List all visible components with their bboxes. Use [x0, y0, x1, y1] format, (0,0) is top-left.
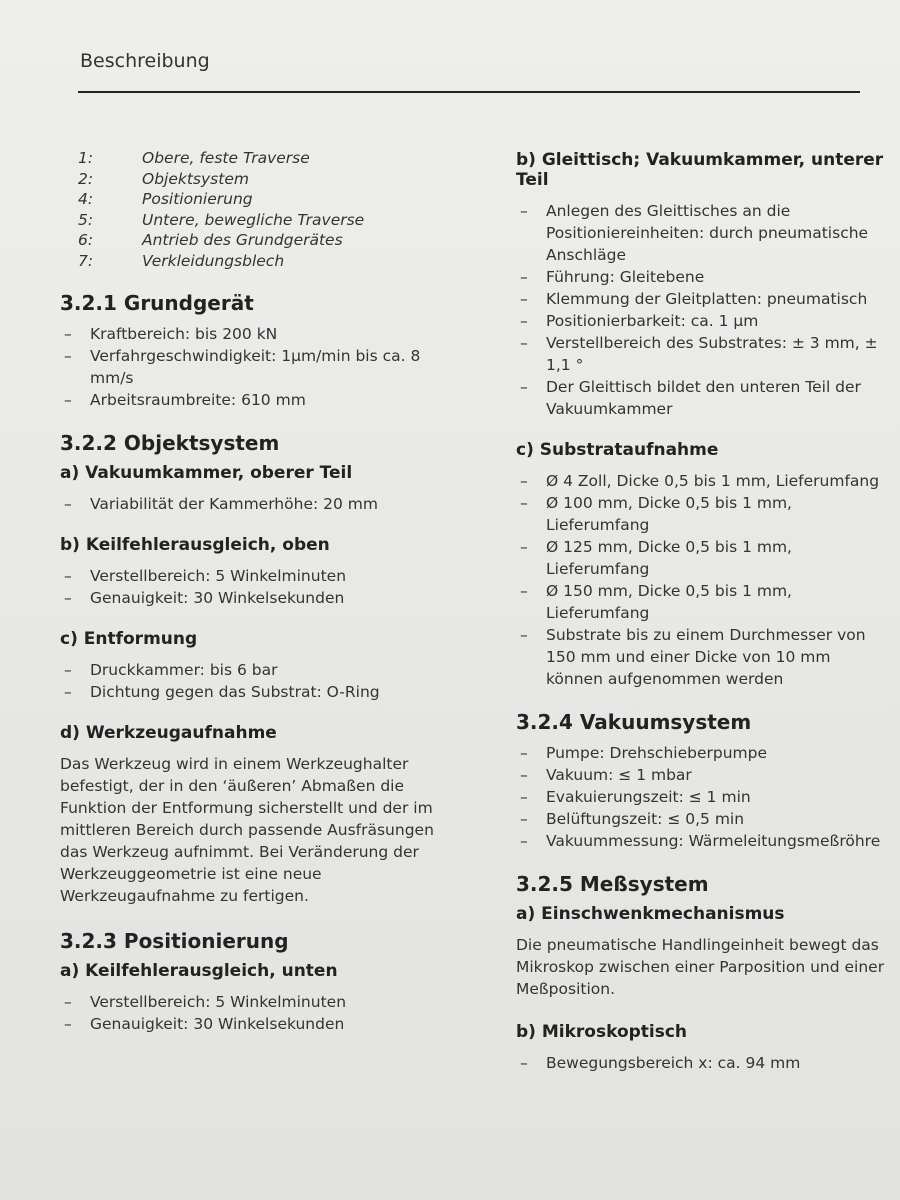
- legend-item: 2: Objektsystem: [78, 169, 249, 188]
- list-item: – Ø 125 mm, Dicke 0,5 bis 1 mm, Lieferumfang: [516, 536, 886, 580]
- list-item: – Positionierbarkeit: ca. 1 µm: [516, 310, 886, 332]
- legend-item: 1: Obere, feste Traverse: [78, 149, 310, 167]
- list-item: – Genauigkeit: 30 Winkelsekunden: [60, 1013, 460, 1035]
- legend-item: 7: Verkleidungsblech: [78, 251, 285, 270]
- list-item: – Dichtung gegen das Substrat: O-Ring: [60, 681, 460, 703]
- list-item: – Ø 4 Zoll, Dicke 0,5 bis 1 mm, Lieferumfang: [516, 470, 886, 492]
- list-item: – Substrate bis zu einem Durchmesser von 150 mm und einer Dicke von 10 mm können aufgenommen werden: [516, 624, 886, 690]
- list-item: – Verfahrgeschwindigkeit: 1µm/min bis ca. 8 mm/s: [60, 345, 460, 389]
- header-rule: [78, 91, 860, 93]
- list-grundgeraet: [60, 323, 460, 411]
- list-item: – Druckkammer: bis 6 bar: [60, 659, 460, 681]
- subheading-gleittisch: b) Gleittisch; Vakuumkammer, unterer Teil: [516, 150, 884, 190]
- list-vakuumkammer-oben: [60, 493, 460, 515]
- list-item: – Genauigkeit: 30 Winkelsekunden: [60, 587, 460, 609]
- legend-item: 4: Positionierung: [78, 190, 253, 208]
- subheading-substrataufnahme: c) Substrataufnahme: [516, 440, 719, 460]
- right-column: [516, 150, 886, 1094]
- figure-legend: [78, 148, 460, 271]
- section-heading-3-2-5: 3.2.5 Meßsystem: [516, 872, 709, 896]
- subheading-keilfehler-oben: b) Keilfehlerausgleich, oben: [60, 535, 330, 555]
- subheading-mikroskoptisch: b) Mikroskoptisch: [516, 1022, 688, 1042]
- list-item: – Belüftungszeit: ≤ 0,5 min: [516, 808, 886, 830]
- subheading-entformung: c) Entformung: [60, 629, 198, 649]
- subheading-einschwenkmechanismus: a) Einschwenkmechanismus: [516, 904, 785, 924]
- subheading-werkzeugaufnahme: d) Werkzeugaufnahme: [60, 723, 277, 743]
- list-item: – Vakuum: ≤ 1 mbar: [516, 764, 886, 786]
- section-heading-3-2-4: 3.2.4 Vakuumsystem: [516, 710, 752, 734]
- list-item: – Ø 150 mm, Dicke 0,5 bis 1 mm, Lieferumfang: [516, 580, 886, 624]
- legend-item: 5: Untere, bewegliche Traverse: [78, 210, 365, 229]
- list-item: – Evakuierungszeit: ≤ 1 min: [516, 786, 886, 808]
- list-item: – Vakuummessung: Wärmeleitungsmeßröhre: [516, 830, 886, 852]
- list-item: – Ø 100 mm, Dicke 0,5 bis 1 mm, Lieferumfang: [516, 492, 886, 536]
- list-item: – Verstellbereich: 5 Winkelminuten: [60, 991, 460, 1013]
- list-substrataufnahme: [516, 470, 886, 690]
- page-header-title: Beschreibung: [80, 50, 210, 72]
- section-heading-3-2-2: 3.2.2 Objektsystem: [60, 431, 280, 455]
- list-item: – Bewegungsbereich x: ca. 94 mm: [516, 1052, 886, 1074]
- list-item: – Verstellbereich: 5 Winkelminuten: [60, 565, 460, 587]
- subheading-keilfehler-unten: a) Keilfehlerausgleich, unten: [60, 961, 338, 981]
- list-entformung: [60, 659, 460, 703]
- subheading-vakuumkammer-oben: a) Vakuumkammer, oberer Teil: [60, 463, 353, 483]
- list-item: – Anlegen des Gleittisches an die Positioniereinheiten: durch pneumatische Anschläge: [516, 200, 886, 266]
- list-item: – Verstellbereich des Substrates: ± 3 mm, ± 1,1 °: [516, 332, 886, 376]
- list-item: – Kraftbereich: bis 200 kN: [60, 323, 460, 345]
- left-column: [60, 148, 460, 1055]
- list-item: – Führung: Gleitebene: [516, 266, 886, 288]
- list-item: – Variabilität der Kammerhöhe: 20 mm: [60, 493, 460, 515]
- paragraph-einschwenkmechanismus: Die pneumatische Handlingeinheit bewegt das Mikroskop zwischen einer Parposition und einer Meßposition.: [516, 936, 885, 998]
- list-vakuumsystem: [516, 742, 886, 852]
- list-keilfehler-oben: [60, 565, 460, 609]
- list-item: – Der Gleittisch bildet den unteren Teil der Vakuumkammer: [516, 376, 886, 420]
- section-heading-3-2-1: 3.2.1 Grundgerät: [60, 291, 254, 315]
- list-item: – Klemmung der Gleitplatten: pneumatisch: [516, 288, 886, 310]
- list-mikroskoptisch: [516, 1052, 886, 1074]
- list-gleittisch: [516, 200, 886, 420]
- legend-item: 6: Antrieb des Grundgerätes: [78, 231, 343, 249]
- list-item: – Arbeitsraumbreite: 610 mm: [60, 389, 460, 411]
- list-item: – Pumpe: Drehschieberpumpe: [516, 742, 886, 764]
- paragraph-werkzeugaufnahme: Das Werkzeug wird in einem Werkzeughalter befestigt, der in den ‘äußeren’ Abmaßen die Funktion der Entformung sicherstellt und der im mittleren Bereich durch passende Ausfräsungen das Werkzeug aufnimmt. Bei Veränderung der Werkzeuggeometrie ist eine neue Werkzeugaufnahme zu fertigen.: [60, 755, 434, 905]
- section-heading-3-2-3: 3.2.3 Positionierung: [60, 929, 289, 953]
- list-keilfehler-unten: [60, 991, 460, 1035]
